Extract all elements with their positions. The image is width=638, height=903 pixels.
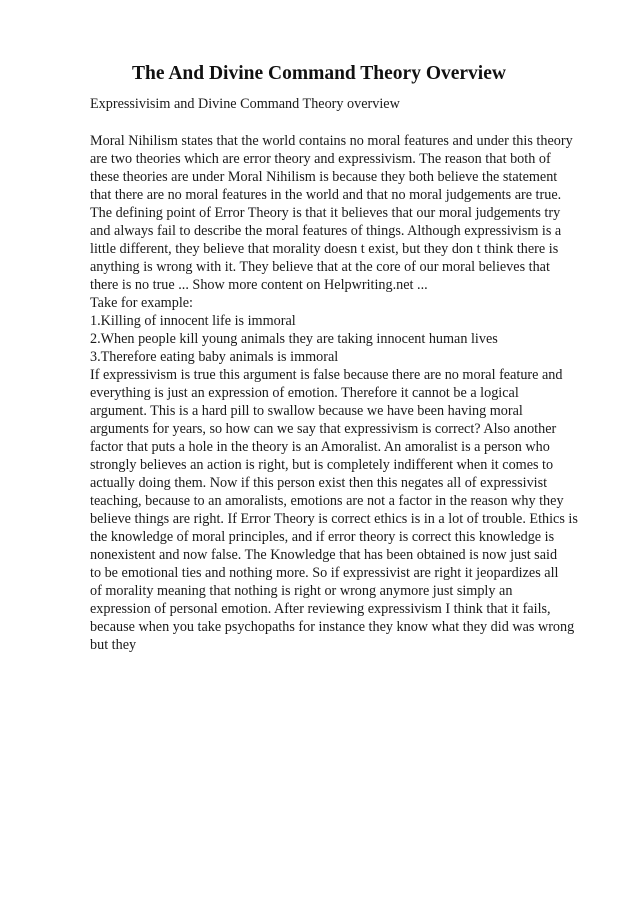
document-subtitle: Expressivisim and Divine Command Theory overview: [90, 96, 400, 112]
body-line: there is no true ... Show more content on Helpwriting.net ...: [90, 277, 428, 293]
document-title: The And Divine Command Theory Overview: [132, 63, 506, 84]
body-line: teaching, because to an amoralists, emotions are not a factor in the reason why they: [90, 493, 564, 509]
body-line: everything is just an expression of emotion. Therefore it cannot be a logical: [90, 385, 519, 401]
body-line: but they: [90, 637, 137, 653]
body-line: and always fail to describe the moral features of things. Although expressivism is a: [90, 223, 562, 239]
list-item: 2.When people kill young animals they are taking innocent human lives: [90, 331, 498, 347]
body-line: argument. This is a hard pill to swallow because we have been having moral: [90, 403, 523, 419]
body-line: are two theories which are error theory and expressivism. The reason that both of: [90, 151, 551, 167]
body-line: Take for example:: [90, 295, 193, 311]
body-line: The defining point of Error Theory is that it believes that our moral judgements try: [90, 205, 561, 221]
list-item: 3.Therefore eating baby animals is immoral: [90, 349, 339, 365]
document-body: [90, 132, 600, 654]
body-line: strongly believes an action is right, but is completely indifferent when it comes to: [90, 457, 554, 473]
body-line: arguments for years, so how can we say that expressivism is correct? Also another: [90, 421, 557, 437]
body-line: the knowledge of moral principles, and if error theory is correct this knowledge is: [90, 529, 555, 545]
body-line: expression of personal emotion. After reviewing expressivism I think that it fails,: [90, 601, 551, 617]
body-line: actually doing them. Now if this person exist then this negates all of expressivist: [90, 475, 548, 491]
body-line: little different, they believe that morality doesn t exist, but they don t think there is: [90, 241, 559, 257]
body-line: anything is wrong with it. They believe that at the core of our moral believes that: [90, 259, 550, 275]
body-line: believe things are right. If Error Theory is correct ethics is in a lot of trouble. Ethics is: [90, 511, 578, 527]
body-line: factor that puts a hole in the theory is an Amoralist. An amoralist is a person who: [90, 439, 550, 455]
body-line: to be emotional ties and nothing more. So if expressivist are right it jeopardizes all: [90, 565, 559, 581]
body-line: of morality meaning that nothing is right or wrong anymore just simply an: [90, 583, 513, 599]
body-line: these theories are under Moral Nihilism is because they both believe the statement: [90, 169, 558, 185]
body-line: Moral Nihilism states that the world contains no moral features and under this theory: [90, 133, 573, 149]
body-line: If expressivism is true this argument is false because there are no moral feature and: [90, 367, 563, 383]
body-line: nonexistent and now false. The Knowledge that has been obtained is now just said: [90, 547, 558, 563]
list-item: 1.Killing of innocent life is immoral: [90, 313, 296, 329]
body-line: that there are no moral features in the world and that no moral judgements are true.: [90, 187, 562, 203]
body-line: because when you take psychopaths for instance they know what they did was wrong: [90, 619, 575, 635]
